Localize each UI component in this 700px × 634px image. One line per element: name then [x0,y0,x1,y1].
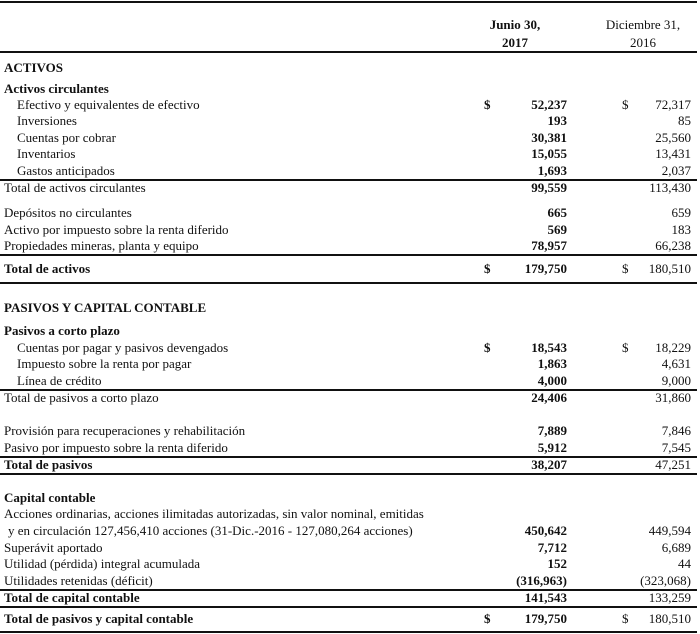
bottom-rule [0,631,697,633]
value-2017: 179,750 [524,261,567,276]
row-label: Total de capital contable [4,590,140,605]
value-2016: 4,631 [661,356,691,371]
subsection-title-row [0,323,697,339]
table-row [0,373,697,389]
row-label: Efectivo y equivalentes de efectivo [17,97,200,112]
current-assets-title: Activos circulantes [4,81,109,96]
value-2016: 66,238 [655,238,691,253]
row-label: Cuentas por pagar y pasivos devengados [17,340,229,355]
header-rule [0,51,697,53]
column-header-2017 [440,16,590,52]
currency-symbol: $ [484,340,491,355]
table-row [0,97,697,113]
value-2016: 6,689 [661,540,691,555]
rule [0,282,697,284]
total-row [0,457,697,473]
table-row [0,440,697,456]
row-label: Total de activos circulantes [4,180,146,195]
value-2017: 665 [547,205,567,220]
row-label: Línea de crédito [17,373,102,388]
row-label: Acciones ordinarias, acciones ilimitadas autorizadas, sin valor nominal, emitidas [4,506,424,521]
table-row [0,540,697,556]
currency-symbol: $ [484,611,491,626]
table-row [0,238,697,254]
row-label: Inversiones [17,113,77,128]
rule [0,254,697,256]
value-2016: 180,510 [648,261,691,276]
row-label: Total de pasivos [4,457,93,472]
row-label: Superávit aportado [4,540,103,555]
row-label: Total de pasivos a corto plazo [4,390,159,405]
table-row [0,340,697,356]
subsection-title-row [0,81,697,97]
row-label: Propiedades mineras, planta y equipo [4,238,199,253]
value-2017: 1,863 [537,356,567,371]
value-2016: 18,229 [655,340,691,355]
table-row [0,222,697,238]
value-2017: 5,912 [537,440,567,455]
row-label: Cuentas por cobrar [17,130,116,145]
value-2017: 4,000 [537,373,567,388]
value-2016: (323,068) [640,573,691,588]
value-2016: 7,846 [661,423,691,438]
value-2016: 449,594 [648,523,691,538]
value-2017: 179,750 [524,611,567,626]
grand-total-row [0,611,697,627]
value-2016: 2,037 [661,163,691,178]
subsection-title-row [0,490,697,506]
row-label: Inventarios [17,146,76,161]
row-label: Total de activos [4,261,91,276]
subtotal-row [0,390,697,406]
table-row [0,130,697,146]
table-row [0,356,697,372]
table-row [0,573,697,589]
table-row [0,556,697,572]
value-2017: 141,543 [524,590,567,605]
equity-title: Capital contable [4,490,96,505]
row-label: y en circulación 127,456,410 acciones (31-Dic.-2016 - 127,080,264 acciones) [8,523,413,538]
value-2016: 9,000 [661,373,691,388]
row-label: Impuesto sobre la renta por pagar [17,356,192,371]
rule [0,473,697,475]
value-2017: 7,712 [537,540,567,555]
column-header-2016 [590,16,696,52]
value-2017: 52,237 [531,97,567,112]
value-2017: 152 [547,556,567,571]
top-rule [0,1,697,3]
table-row [0,113,697,129]
section-title-row [0,60,697,76]
col2-header-line2: 2016 [630,35,656,50]
section-title-row [0,300,697,316]
value-2017: 78,957 [531,238,567,253]
subtotal-row [0,180,697,196]
value-2017: 38,207 [531,457,567,472]
value-2017: 30,381 [531,130,567,145]
value-2017: 99,559 [531,180,567,195]
currency-symbol: $ [622,261,629,276]
value-2016: 44 [678,556,691,571]
value-2017: 193 [547,113,567,128]
total-row [0,590,697,606]
row-label: Activo por impuesto sobre la renta diferido [4,222,229,237]
table-row [0,205,697,221]
currency-symbol: $ [484,261,491,276]
table-row [0,163,697,179]
row-label: Gastos anticipados [17,163,115,178]
value-2017: 24,406 [531,390,567,405]
row-label: Pasivo por impuesto sobre la renta diferido [4,440,228,455]
rule [0,606,697,608]
liabilities-title: PASIVOS Y CAPITAL CONTABLE [4,300,207,315]
col1-header-line1: Junio 30, [489,17,541,32]
value-2017: 1,693 [537,163,567,178]
currency-symbol: $ [622,611,629,626]
row-label: Utilidades retenidas (déficit) [4,573,153,588]
currency-symbol: $ [622,97,629,112]
value-2016: 113,430 [649,180,691,195]
shares-row [0,523,697,539]
shares-row-line1 [0,506,697,522]
value-2017: 18,543 [531,340,567,355]
current-liabilities-title: Pasivos a corto plazo [4,323,120,338]
value-2016: 31,860 [655,390,691,405]
value-2017: 569 [547,222,567,237]
value-2016: 85 [678,113,691,128]
value-2016: 659 [671,205,691,220]
row-label: Total de pasivos y capital contable [4,611,194,626]
value-2016: 25,560 [655,130,691,145]
value-2017: 7,889 [537,423,567,438]
value-2017: 15,055 [531,146,567,161]
col1-header-line2: 2017 [502,35,528,50]
table-row [0,423,697,439]
row-label: Provisión para recuperaciones y rehabilitación [4,423,246,438]
value-2016: 47,251 [655,457,691,472]
value-2016: 133,259 [648,590,691,605]
col2-header-line1: Diciembre 31, [605,17,681,32]
currency-symbol: $ [622,340,629,355]
row-label: Utilidad (pérdida) integral acumulada [4,556,201,571]
value-2016: 13,431 [655,146,691,161]
currency-symbol: $ [484,97,491,112]
value-2016: 180,510 [648,611,691,626]
table-row [0,146,697,162]
assets-title: ACTIVOS [4,60,63,75]
value-2016: 7,545 [661,440,691,455]
total-row [0,261,697,277]
value-2017: (316,963) [516,573,567,588]
value-2016: 72,317 [655,97,691,112]
value-2017: 450,642 [524,523,567,538]
row-label: Depósitos no circulantes [4,205,132,220]
value-2016: 183 [671,222,691,237]
